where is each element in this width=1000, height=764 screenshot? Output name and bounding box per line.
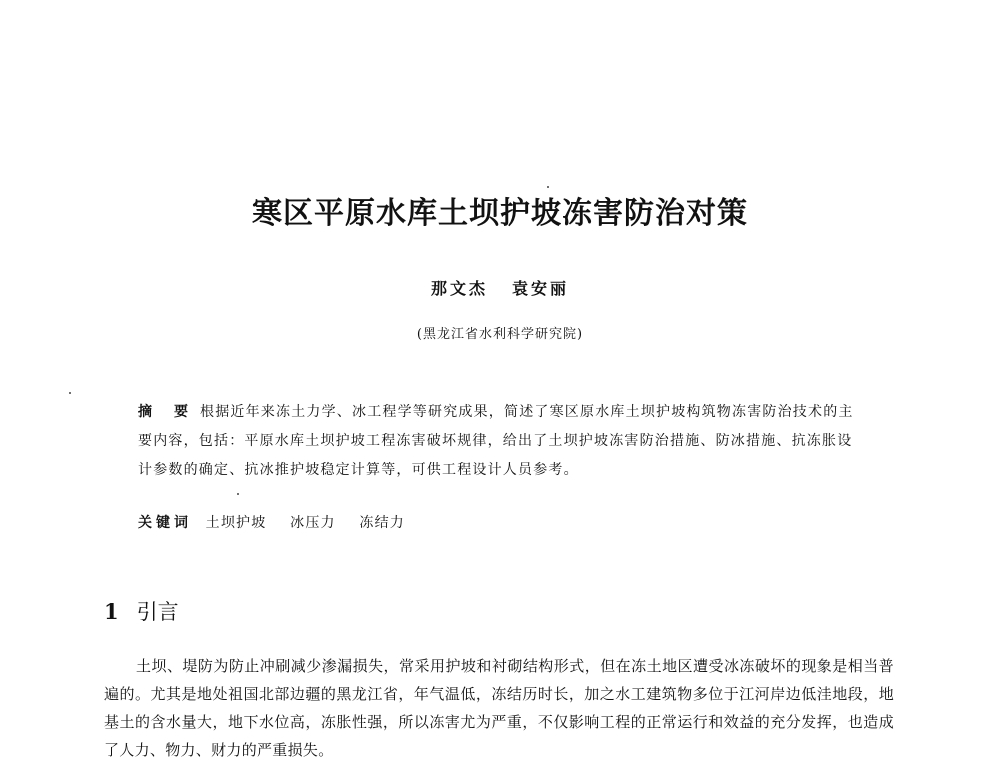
author-affiliation: (黑龙江省水利科学研究院)	[416, 327, 584, 342]
section-number: 1	[104, 599, 119, 624]
body-paragraph: 土坝、堤防为防止冲刷减少渗漏损失，常采用护坡和衬砌结构形式，但在冻土地区遭受冰冻破坏的现象是相当普遍的。尤其是地处祖国北部边疆的黑龙江省，年气温低，冻结历时长，加之水工建筑物多位于江河岸边低洼地段，地基土的含水量大，地下水位高，冻胀性强，所以冻害尤为严重，不仅影响工程的正常运行和效益的充分发挥，也造成了人力、物力、财力的严重损失。	[104, 657, 894, 759]
keywords	[138, 512, 423, 532]
paper-title: 寒区平原水库土坝护坡冻害防治对策	[252, 196, 748, 231]
section-heading	[104, 596, 179, 626]
abstract-text: 根据近年来冻土力学、冰工程学等研究成果，简述了寒区原水库土坝护坡构筑物冻害防治技术的主要内容，包括：平原水库土坝护坡工程冻害破坏规律，给出了土坝护坡冻害防治措施、防冰措施、抗冻胀设计参数的确定、抗冰推护坡稳定计算等，可供工程设计人员参考。	[138, 404, 854, 478]
abstract	[138, 398, 858, 485]
author-name: 那文杰	[430, 279, 488, 298]
section-title: 引言	[136, 600, 179, 624]
keywords-label: 关键词	[138, 515, 192, 531]
keyword: 冰压力	[290, 515, 336, 531]
author-name: 袁安丽	[512, 279, 570, 298]
author-list	[0, 276, 1000, 299]
keyword: 土坝护坡	[205, 515, 267, 531]
keyword: 冻结力	[359, 515, 405, 531]
scan-speck	[69, 392, 71, 394]
abstract-label: 摘 要	[138, 404, 192, 420]
scan-speck	[237, 493, 239, 495]
